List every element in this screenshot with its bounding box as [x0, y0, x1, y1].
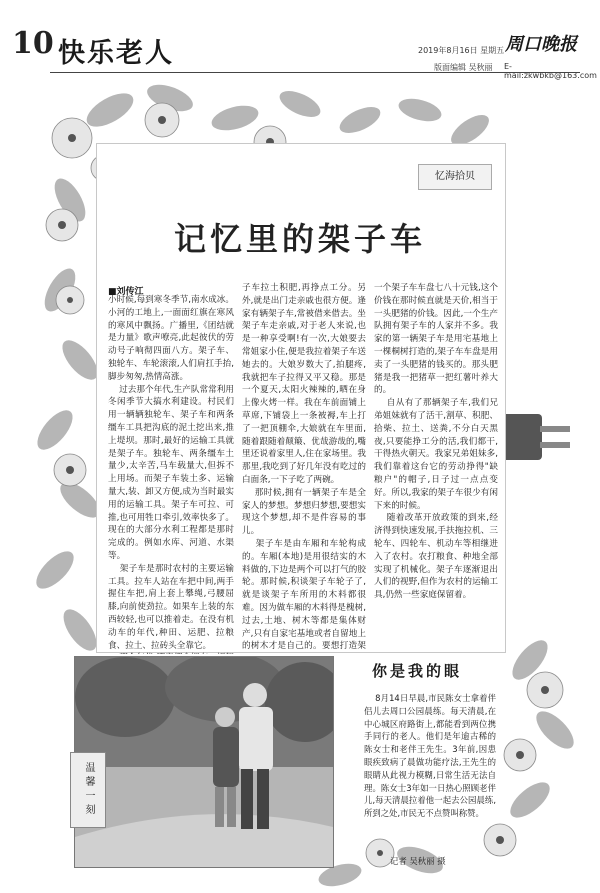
date-line: 2019年8月16日 星期五 [418, 46, 505, 55]
article-author: ■刘传江 [108, 287, 144, 297]
article-column-1: 小时候,每到寒冬季节,南水成冰。小河的工地上,一面面红旗在寒风的寒风中飘扬。广播里,《团结就是力量》歌声嘹亮,此起彼伏的劳动号子响彻四面八方。架子车、独轮车、车轮滚滚,人们肩扛手抬,脚步匆匆,热情高涨。 过去那个年代,生产队常常利用冬闲季节大搞水利建设。村民们用一辆辆独轮车、架子车和两条缰车工具把沟底的泥土挖出来,推上堤坝。那时,最好的运输工具就是架子车。独轮车、两条缰车土量少,太辛苦,马车载量大,但拆不上用场。而架子车装土多、运输量大,装、卸又方便,成为当时最实用的运输工具。架子车可拉、可推,也可用牲口牵引,效率快多了。现在的大部分水利工程都是那时完成的。例如水库、河道、水渠等。 架子车是那时农村的主要运输工具。拉车人站在车把中间,两手握住车把,肩上套上攀绳,弓腰屈膝,向前使劲拉。如果车上装的东西较轻,也可以推着走。在没有机动车的年代,种田、运肥、拉粮食、拉土、拉砖头全靠它。 [108, 295, 234, 651]
photo-tag: 温馨一刻 [70, 752, 106, 828]
binder-clip-icon [496, 414, 570, 460]
section-title: 快乐老人 [58, 38, 174, 69]
article-headline: 记忆里的架子车 [173, 220, 426, 258]
article-tag: 忆海拾贝 [418, 164, 492, 190]
photo-story-title: 你是我的眼 [372, 662, 463, 680]
page-number: 10 [12, 26, 54, 61]
email-line: E-mail:zkwbkb@163.com [504, 62, 597, 80]
header-rule [50, 72, 580, 73]
editor-line: 版面编辑 吴秋丽 [434, 63, 493, 72]
elderly-couple-photo [74, 656, 334, 868]
photo-credit: 记者 吴秋丽 摄 [390, 856, 446, 866]
article-column-3: 一个架子车车盘七八十元钱,这个价钱在那时候直就是天价,相当于一头肥猪的价钱。因此,一个生产队拥有架子车的人家并不多。我家的第一辆架子车是用宅基地上一棵桐树打造的,架子车车盘是用卖了一头肥猪的钱买的。那头肥猪是我一把猪草一把红薯叶养大的。 自从有了那辆架子车,我们兄弟姐妹就有了活干,割草、积肥、拾柴、拉土、送粪,不分白天黑夜,只要能挣工分的活,我们都干,干得热火朝天。我家兄弟姐妹多,我们靠着这台它的劳动挣得"缺粮户"的帽子,日子过一点点变好。所以,我家的架子车很少有闲下来的时候。 随着改革开放政策的到来,经济得到快速发展,手扶拖拉机、三轮车、四轮车、机动车等相继进入了农村。农打粮食、种地全部实现了机械化。架子车逐渐退出人们的视野,但作为农村的运输工具,仍然一些家庭保留着。 [374, 283, 498, 601]
paper-logo: 周口晚报 [505, 34, 577, 55]
photo-story-text: 8月14日早晨,市民陈女士拿着伴侣儿去周口公园晨练。每天清晨,在中心城区府路街上,都能看到两位携手同行的老人。他们是年逾古稀的陈女士和老伴王先生。3年前,因患眼疾致病了晨做功能疗法,王先生的眼睛从此视力模糊,日常生活无法自理。陈女士3年如一日热心照顾老伴儿,每天清晨拉着他一起去公园晨练,所到之处,市民无不点赞叫称赞。 [364, 693, 496, 819]
article-column-2: 子车拉土积肥,再挣点工分。另外,就是出门走亲戚也很方便。逢家有辆架子车,常被借来借去。坐架子车走亲戚,对于老人来说,也是一种享受啊!有一次,大娘要去常姐家小住,便是我拉着架子车送她去的。大娘岁数大了,拍腿疼,我就把车子拉得又平又稳。那是一个夏天,太阳火辣辣的,晒在身上像火烤一样。我在车前面铺上草席,下铺袋上一条被褥,车上打了一把顶棚伞,大娘就在车里面,随着跟随着颠簸、优哉游哉的,嘴里还说着家里人,住在家场里。我那里,我吃到了好几年没有吃过的白面条,一下子吃了两碗。 那时候,拥有一辆架子车是全家人的梦想。梦想归梦想,要想实现这个梦想,却不是件容易的事儿。 架子车是由车厢和车轮构成的。车厢(本地)是用很结实的木料做的,下边是两个可以打气的胶轮。那时候,积谈架子车轮子了,就是谈架子车所用的木料都很难。因为做车厢的木料得是槐树,过去,土地、树木等都是集体财产,只有自家宅基地或者自留地上的树木才是自己的。要想打造架 [242, 283, 366, 652]
